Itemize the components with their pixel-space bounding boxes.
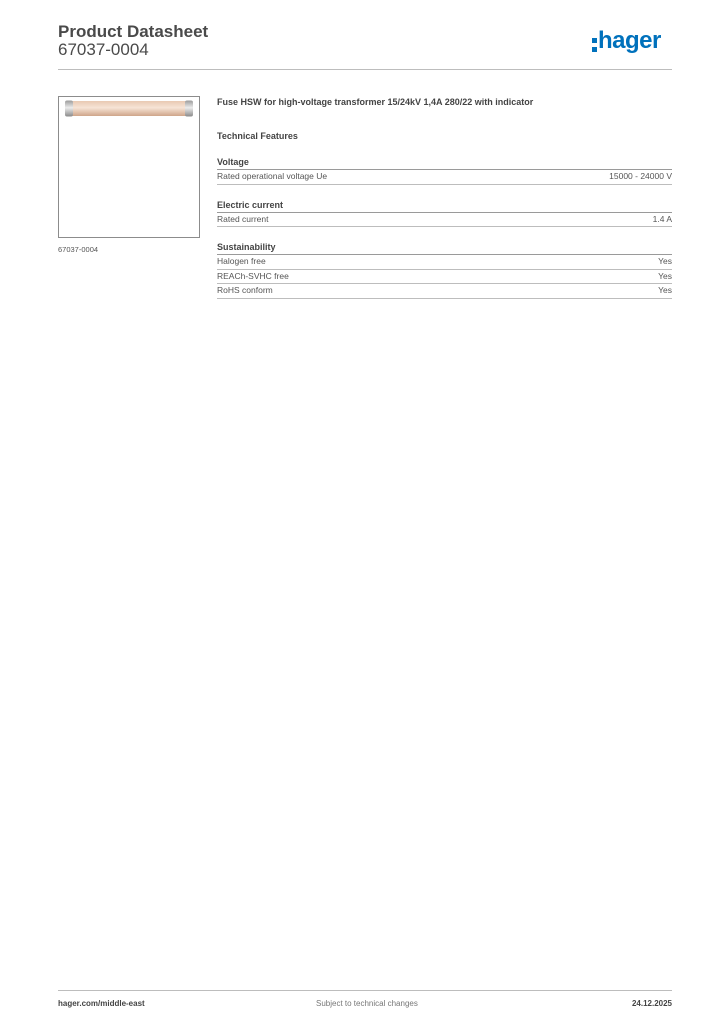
- page-header: [58, 20, 672, 70]
- spec-label: RoHS conform: [217, 285, 273, 295]
- datasheet-content: [217, 96, 672, 299]
- technical-features-heading: Technical Features: [217, 131, 298, 141]
- spec-label: REACh-SVHC free: [217, 270, 289, 281]
- logo-text: hager: [598, 27, 661, 54]
- spec-label: Rated current: [217, 213, 269, 224]
- footer-date: 24.12.2025: [631, 999, 672, 1008]
- spec-value: 1.4 A: [652, 213, 672, 224]
- spec-value: Yes: [658, 270, 672, 281]
- spec-row: [217, 284, 672, 299]
- fuse-cartridge-icon: [59, 97, 199, 237]
- product-number: 67037-0004: [58, 40, 149, 59]
- spec-row: [217, 170, 672, 185]
- spec-label: Halogen free: [217, 256, 266, 266]
- product-image: [58, 96, 200, 238]
- spec-row: [217, 255, 672, 270]
- document-title: Product Datasheet: [58, 22, 209, 41]
- group-title-voltage: Voltage: [217, 156, 672, 170]
- spec-label: Rated operational voltage Ue: [217, 171, 328, 181]
- group-title-sustainability: Sustainability: [217, 241, 672, 255]
- spec-value: 15000 - 24000 V: [609, 171, 672, 181]
- page-footer: [58, 990, 672, 1008]
- spec-row: [217, 213, 672, 228]
- image-caption: 67037-0004: [58, 245, 99, 254]
- spec-row: [217, 270, 672, 285]
- logo-colon-icon: [592, 38, 597, 52]
- group-title-electric-current: Electric current: [217, 199, 672, 213]
- hager-logo[interactable]: [592, 28, 672, 58]
- spec-value: Yes: [658, 256, 672, 266]
- footer-notice: Subject to technical changes: [316, 999, 418, 1008]
- footer-website-link[interactable]: hager.com/middle-east: [58, 999, 145, 1008]
- product-name: Fuse HSW for high-voltage transformer 15/24kV 1,4A 280/22 with indicator: [217, 97, 534, 107]
- spec-value: Yes: [658, 285, 672, 295]
